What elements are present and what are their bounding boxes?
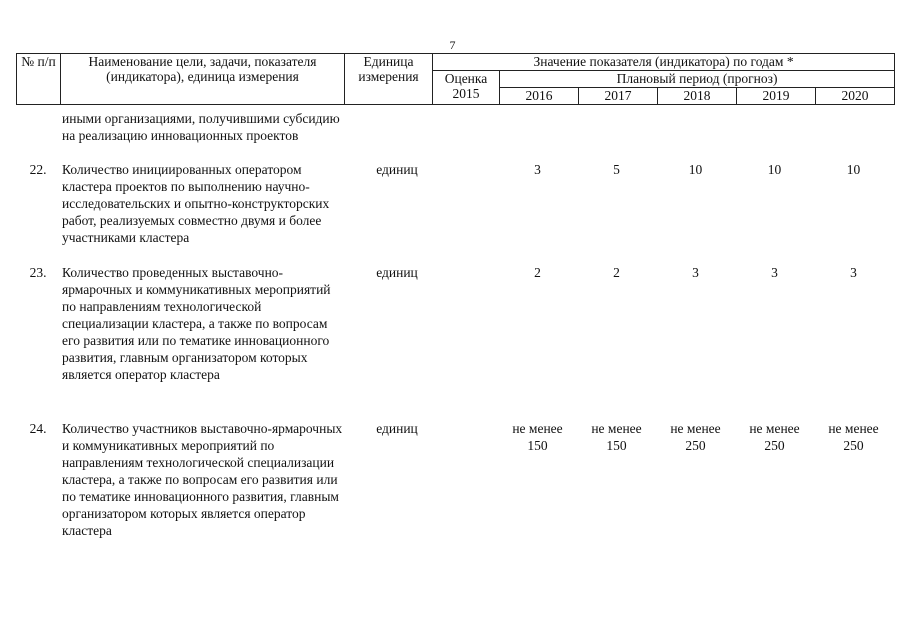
- row-name: иными организациями, получившими субсидию на реализацию инновационных проектов: [62, 111, 340, 143]
- row-name: Количество проведенных выставочно-ярмарочных и коммуникативных мероприятий по направлениям технологической специализации кластера, а также по вопросам его развития или по тематике инновационного развития, главным организатором которых является оператор кластера: [62, 265, 331, 382]
- row-value-2016: [498, 161, 577, 178]
- row-value-2017: [577, 161, 656, 178]
- row-value-2020: [814, 161, 893, 178]
- value-line: 150: [527, 438, 548, 453]
- header-year: 2018: [658, 88, 737, 105]
- value-line: 10: [846, 162, 861, 177]
- header-year: 2017: [579, 88, 658, 105]
- row-unit: единиц: [376, 265, 418, 280]
- table-body: [16, 110, 889, 576]
- row-name: Количество участников выставочно-ярмарочных и коммуникативных мероприятий по направлениям технологической специализации кластера, а также по вопросам его развития или по тематике инновационного развития, главным организатором которых является оператор кластера: [62, 421, 343, 538]
- value-line: 2: [613, 265, 620, 280]
- value-line: не менее: [591, 421, 642, 436]
- value-line: 250: [843, 438, 864, 453]
- header-year: 2019: [737, 88, 816, 105]
- row-number: 22.: [29, 162, 47, 177]
- value-line: 10: [688, 162, 703, 177]
- header-estimate-year: 2015: [452, 86, 480, 101]
- table-row: [16, 264, 889, 420]
- value-line: 2: [534, 265, 541, 280]
- value-line: 3: [771, 265, 778, 280]
- value-line: 150: [606, 438, 627, 453]
- row-value-2020: [814, 420, 893, 454]
- header-plan-period: Плановый период (прогноз): [500, 71, 895, 88]
- header-num: № п/п: [17, 54, 61, 105]
- header-unit: Единица измерения: [345, 54, 433, 105]
- row-unit: единиц: [376, 421, 418, 436]
- row-value-2020: [814, 264, 893, 281]
- row-number: 24.: [29, 421, 47, 436]
- row-value-2016: [498, 264, 577, 281]
- value-line: 3: [534, 162, 541, 177]
- row-value-2018: [656, 161, 735, 178]
- header-year: 2016: [500, 88, 579, 105]
- header-estimate-label: Оценка: [444, 71, 488, 86]
- header-values-title: Значение показателя (индикатора) по годам *: [433, 54, 895, 71]
- row-value-2019: [735, 420, 814, 454]
- row-number: 23.: [29, 265, 47, 280]
- table-header: [16, 53, 895, 105]
- page-number: 7: [449, 38, 456, 52]
- row-value-2017: [577, 264, 656, 281]
- value-line: 10: [767, 162, 782, 177]
- value-line: не менее: [828, 421, 879, 436]
- value-line: 3: [692, 265, 699, 280]
- header-name: Наименование цели, задачи, показателя (индикатора), единица измерения: [61, 54, 345, 105]
- table-row: [16, 420, 889, 576]
- row-value-2017: [577, 420, 656, 454]
- value-line: не менее: [512, 421, 563, 436]
- table-row: [16, 161, 889, 264]
- value-line: 3: [850, 265, 857, 280]
- row-value-2016: [498, 420, 577, 454]
- table-row-continuation: [16, 110, 889, 161]
- value-line: 5: [613, 162, 620, 177]
- value-line: 250: [764, 438, 785, 453]
- row-name: Количество инициированных оператором кластера проектов по выполнению научно-исследовательских и опытно-конструкторских работ, реализуемых совместно двумя и более участниками кластера: [62, 162, 330, 245]
- row-value-2019: [735, 264, 814, 281]
- value-line: 250: [685, 438, 706, 453]
- value-line: не менее: [670, 421, 721, 436]
- header-estimate: [433, 71, 500, 105]
- row-value-2018: [656, 420, 735, 454]
- row-unit: единиц: [376, 162, 418, 177]
- row-value-2018: [656, 264, 735, 281]
- header-year: 2020: [816, 88, 895, 105]
- row-value-2019: [735, 161, 814, 178]
- value-line: не менее: [749, 421, 800, 436]
